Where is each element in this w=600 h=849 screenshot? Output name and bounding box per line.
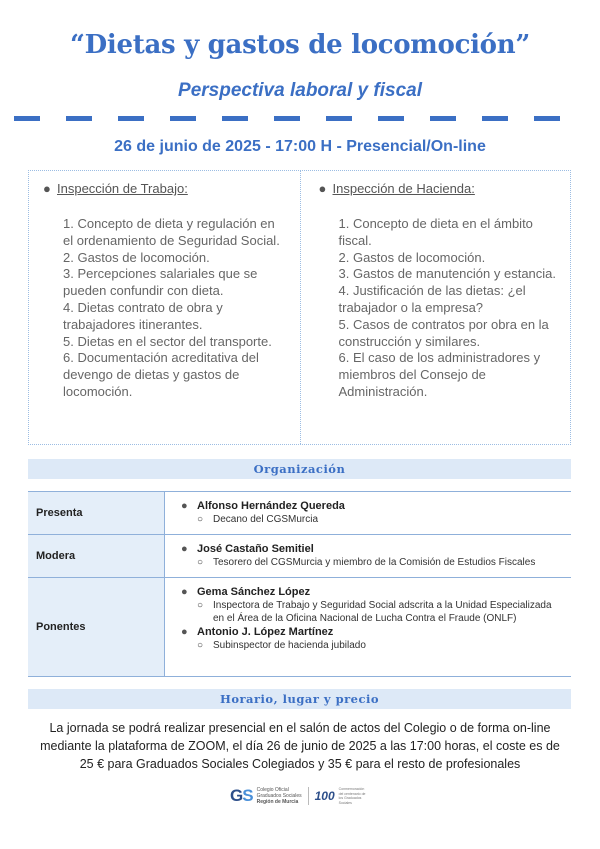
circle-bullet-icon: ○ (197, 600, 204, 611)
person-name (181, 542, 565, 556)
organization-table (28, 491, 571, 677)
gs-logo-s: S (242, 786, 253, 805)
gs-logo-text (257, 787, 302, 805)
bullet-icon: ● (318, 181, 327, 196)
person-detail (181, 513, 565, 526)
topic-column-trabajo (29, 171, 300, 444)
table-row (28, 577, 571, 676)
schedule-heading: Horario, lugar y precio (28, 689, 571, 709)
list-item: 3. Percepciones salariales que se pueden confundir con dieta. (63, 266, 258, 299)
person-name-text: Alfonso Hernández Quereda (197, 500, 345, 512)
list-item: 4. Dietas contrato de obra y trabajadores itinerantes. (63, 299, 223, 332)
list-item: 3. Gastos de manutención y estancia. (338, 266, 557, 282)
gs-logo (230, 786, 253, 806)
topic-column-hacienda (300, 171, 571, 444)
person-detail (181, 639, 565, 652)
circle-bullet-icon: ○ (197, 514, 204, 525)
circle-bullet-icon: ○ (197, 640, 204, 651)
topics-box (28, 170, 571, 445)
person-name (181, 585, 565, 599)
centenary-logo: 100 (314, 789, 335, 803)
person-name (181, 499, 565, 513)
list-item: 6. El caso de los administradores y miembros del Consejo de Administración. (338, 350, 541, 399)
people-cell (165, 492, 571, 534)
person-detail (181, 556, 565, 569)
list-item: 1. Concepto de dieta y regulación en el ordenamiento de Seguridad Social. (63, 216, 280, 248)
people-cell (165, 578, 571, 676)
gs-logo-line: Colegio Oficial (256, 787, 289, 793)
schedule-text: La jornada se podrá realizar presencial en el salón de actos del Colegio o de forma on-line mediante la plataforma de ZOOM, el día 26 de junio de 2025 a las 17:00 horas, el coste es de 25 € para Graduados Sociales Colegiados y 35 € para el resto de profesionales (40, 721, 560, 771)
gs-logo-line: Región de Murcia (256, 799, 299, 805)
circle-bullet-icon: ○ (197, 557, 204, 568)
bullet-icon: ● (181, 586, 188, 598)
organization-heading: Organización (28, 459, 571, 479)
person-detail-text: Subinspector de hacienda jubilado (213, 640, 366, 651)
topic-heading (43, 181, 288, 196)
list-item: 5. Dietas en el sector del transporte. (63, 333, 272, 349)
topic-list (319, 216, 559, 401)
role-cell: Presenta (28, 492, 165, 534)
person-detail (181, 599, 565, 625)
role-cell: Ponentes (28, 578, 165, 676)
bullet-icon: ● (181, 626, 188, 638)
centenary-logo-text: Conmemoración del centenario de los Graduados Sociales (338, 787, 366, 805)
role-cell: Modera (28, 535, 165, 577)
people-cell (165, 535, 571, 577)
list-item: 5. Casos de contratos por obra en la construcción y similares. (338, 316, 549, 349)
bullet-icon: ● (43, 181, 51, 196)
person-name-text: Gema Sánchez López (197, 586, 311, 598)
person-name (181, 625, 565, 639)
topic-heading (319, 181, 559, 196)
list-item: 2. Gastos de locomoción. (63, 249, 210, 265)
person-name-text: José Castaño Semitiel (197, 543, 314, 555)
page-title: “Dietas y gastos de locomoción” (70, 30, 530, 60)
bullet-icon: ● (181, 543, 188, 555)
bullet-icon: ● (181, 500, 188, 512)
topic-list (43, 216, 288, 401)
logo-strip (230, 786, 369, 806)
list-item: 6. Documentación acreditativa del devengo de dietas y gastos de locomoción. (63, 350, 259, 399)
topic-heading-label: Inspección de Hacienda: (332, 181, 475, 196)
person-name-text: Antonio J. López Martínez (197, 626, 334, 638)
topic-heading-label: Inspección de Trabajo: (57, 181, 188, 196)
person-detail-text: Decano del CGSMurcia (213, 514, 319, 525)
dashed-divider (14, 116, 586, 122)
list-item: 1. Concepto de dieta en el ámbito fiscal. (338, 216, 533, 248)
page-subtitle: Perspectiva laboral y fiscal (178, 80, 422, 101)
gs-logo-line: Graduados Sociales (256, 793, 302, 799)
event-dateline: 26 de junio de 2025 - 17:00 H - Presencial/On-line (114, 138, 486, 155)
person-detail-text: Inspectora de Trabajo y Seguridad Social adscrita a la Unidad Especializada en el Área de la Oficina Nacional de Lucha Contra el Fraude (ONLF) (213, 600, 552, 624)
logo-divider (308, 787, 309, 805)
person-detail-text: Tesorero del CGSMurcia y miembro de la Comisión de Estudios Fiscales (213, 557, 536, 568)
gs-logo-g: G (230, 786, 243, 805)
list-item: 4. Justificación de las dietas: ¿el trabajador o la empresa? (338, 283, 526, 315)
table-row (28, 534, 571, 577)
list-item: 2. Gastos de locomoción. (338, 249, 486, 265)
table-row (28, 492, 571, 534)
